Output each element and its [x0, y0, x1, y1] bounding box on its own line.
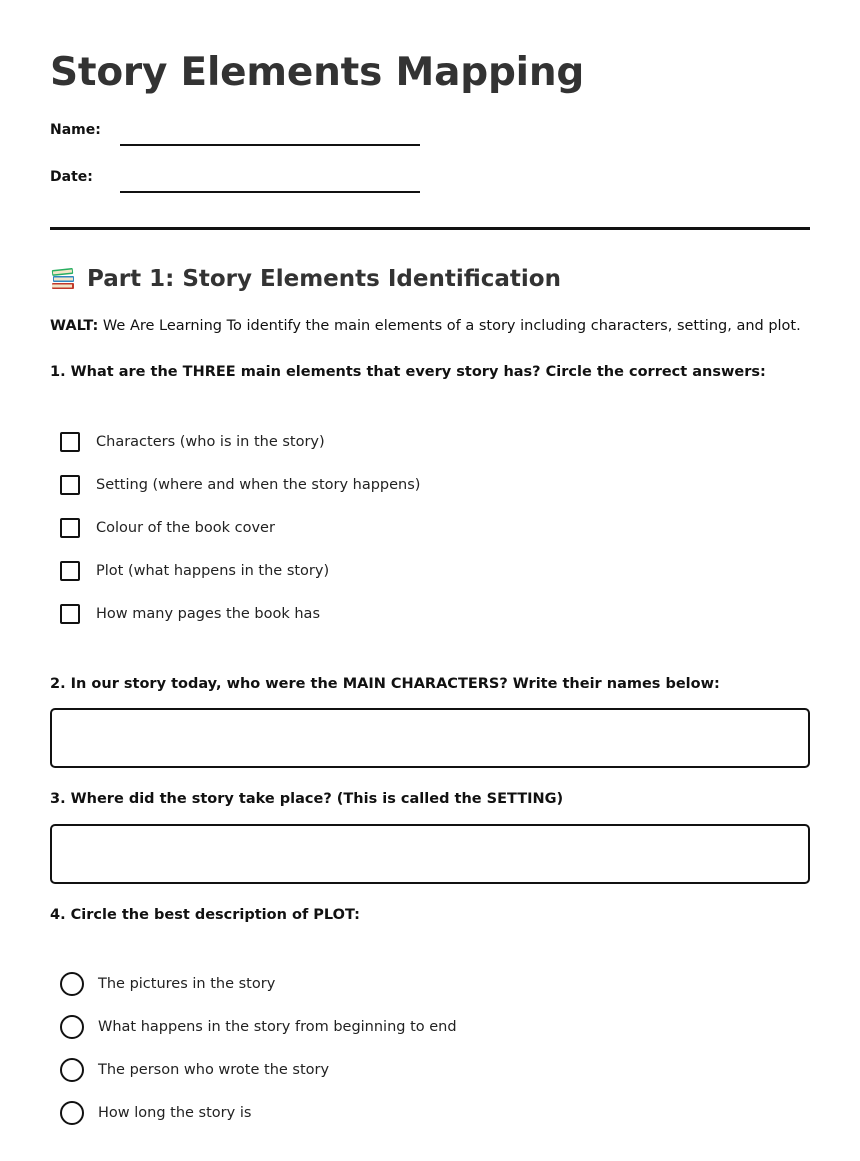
option-label: Colour of the book cover	[96, 520, 275, 536]
radio-button[interactable]	[60, 972, 84, 996]
checkbox-option-setting[interactable]	[60, 472, 420, 498]
radio-button[interactable]	[60, 1015, 84, 1039]
checkbox[interactable]	[60, 518, 80, 538]
radio-button[interactable]	[60, 1058, 84, 1082]
option-label: The person who wrote the story	[98, 1062, 330, 1078]
checkbox[interactable]	[60, 475, 80, 495]
walt-statement	[50, 318, 801, 334]
header-divider	[50, 227, 810, 230]
question-1: 1. What are the THREE main elements that every story has? Circle the correct answers:	[50, 364, 766, 380]
section-heading-text: Part 1: Story Elements Identification	[87, 266, 561, 292]
option-label: Plot (what happens in the story)	[96, 563, 330, 579]
walt-text: We Are Learning To identify the main elements of a story including characters, setting, and plot.	[98, 318, 801, 334]
option-label: Setting (where and when the story happens)	[96, 477, 421, 493]
checkbox-option-cover-colour[interactable]	[60, 515, 275, 541]
radio-option-author[interactable]	[60, 1057, 329, 1083]
section-heading	[50, 266, 561, 292]
date-field-row	[50, 161, 430, 193]
question-3: 3. Where did the story take place? (This is called the SETTING)	[50, 791, 564, 807]
checkbox-option-page-count[interactable]	[60, 601, 320, 627]
radio-option-what-happens[interactable]	[60, 1014, 457, 1040]
walt-label: WALT:	[50, 318, 99, 334]
radio-option-length[interactable]	[60, 1100, 251, 1126]
option-label: How many pages the book has	[96, 606, 320, 622]
checkbox-option-plot[interactable]	[60, 558, 329, 584]
option-label: What happens in the story from beginning to end	[98, 1019, 457, 1035]
checkbox-option-characters[interactable]	[60, 429, 325, 455]
checkbox[interactable]	[60, 561, 80, 581]
name-label: Name:	[50, 122, 101, 138]
checkbox[interactable]	[60, 604, 80, 624]
date-field[interactable]	[120, 191, 420, 193]
main-characters-answer-box[interactable]	[50, 708, 810, 768]
books-icon	[50, 266, 76, 292]
option-label: Characters (who is in the story)	[96, 434, 325, 450]
checkbox[interactable]	[60, 432, 80, 452]
radio-option-pictures[interactable]	[60, 971, 275, 997]
option-label: The pictures in the story	[98, 976, 276, 992]
page-title: Story Elements Mapping	[50, 50, 585, 95]
option-label: How long the story is	[98, 1105, 252, 1121]
question-2: 2. In our story today, who were the MAIN CHARACTERS? Write their names below:	[50, 676, 720, 692]
radio-button[interactable]	[60, 1101, 84, 1125]
name-field-row	[50, 114, 430, 146]
date-label: Date:	[50, 169, 93, 185]
question-4: 4. Circle the best description of PLOT:	[50, 907, 360, 923]
setting-answer-box[interactable]	[50, 824, 810, 884]
name-field[interactable]	[120, 144, 420, 146]
